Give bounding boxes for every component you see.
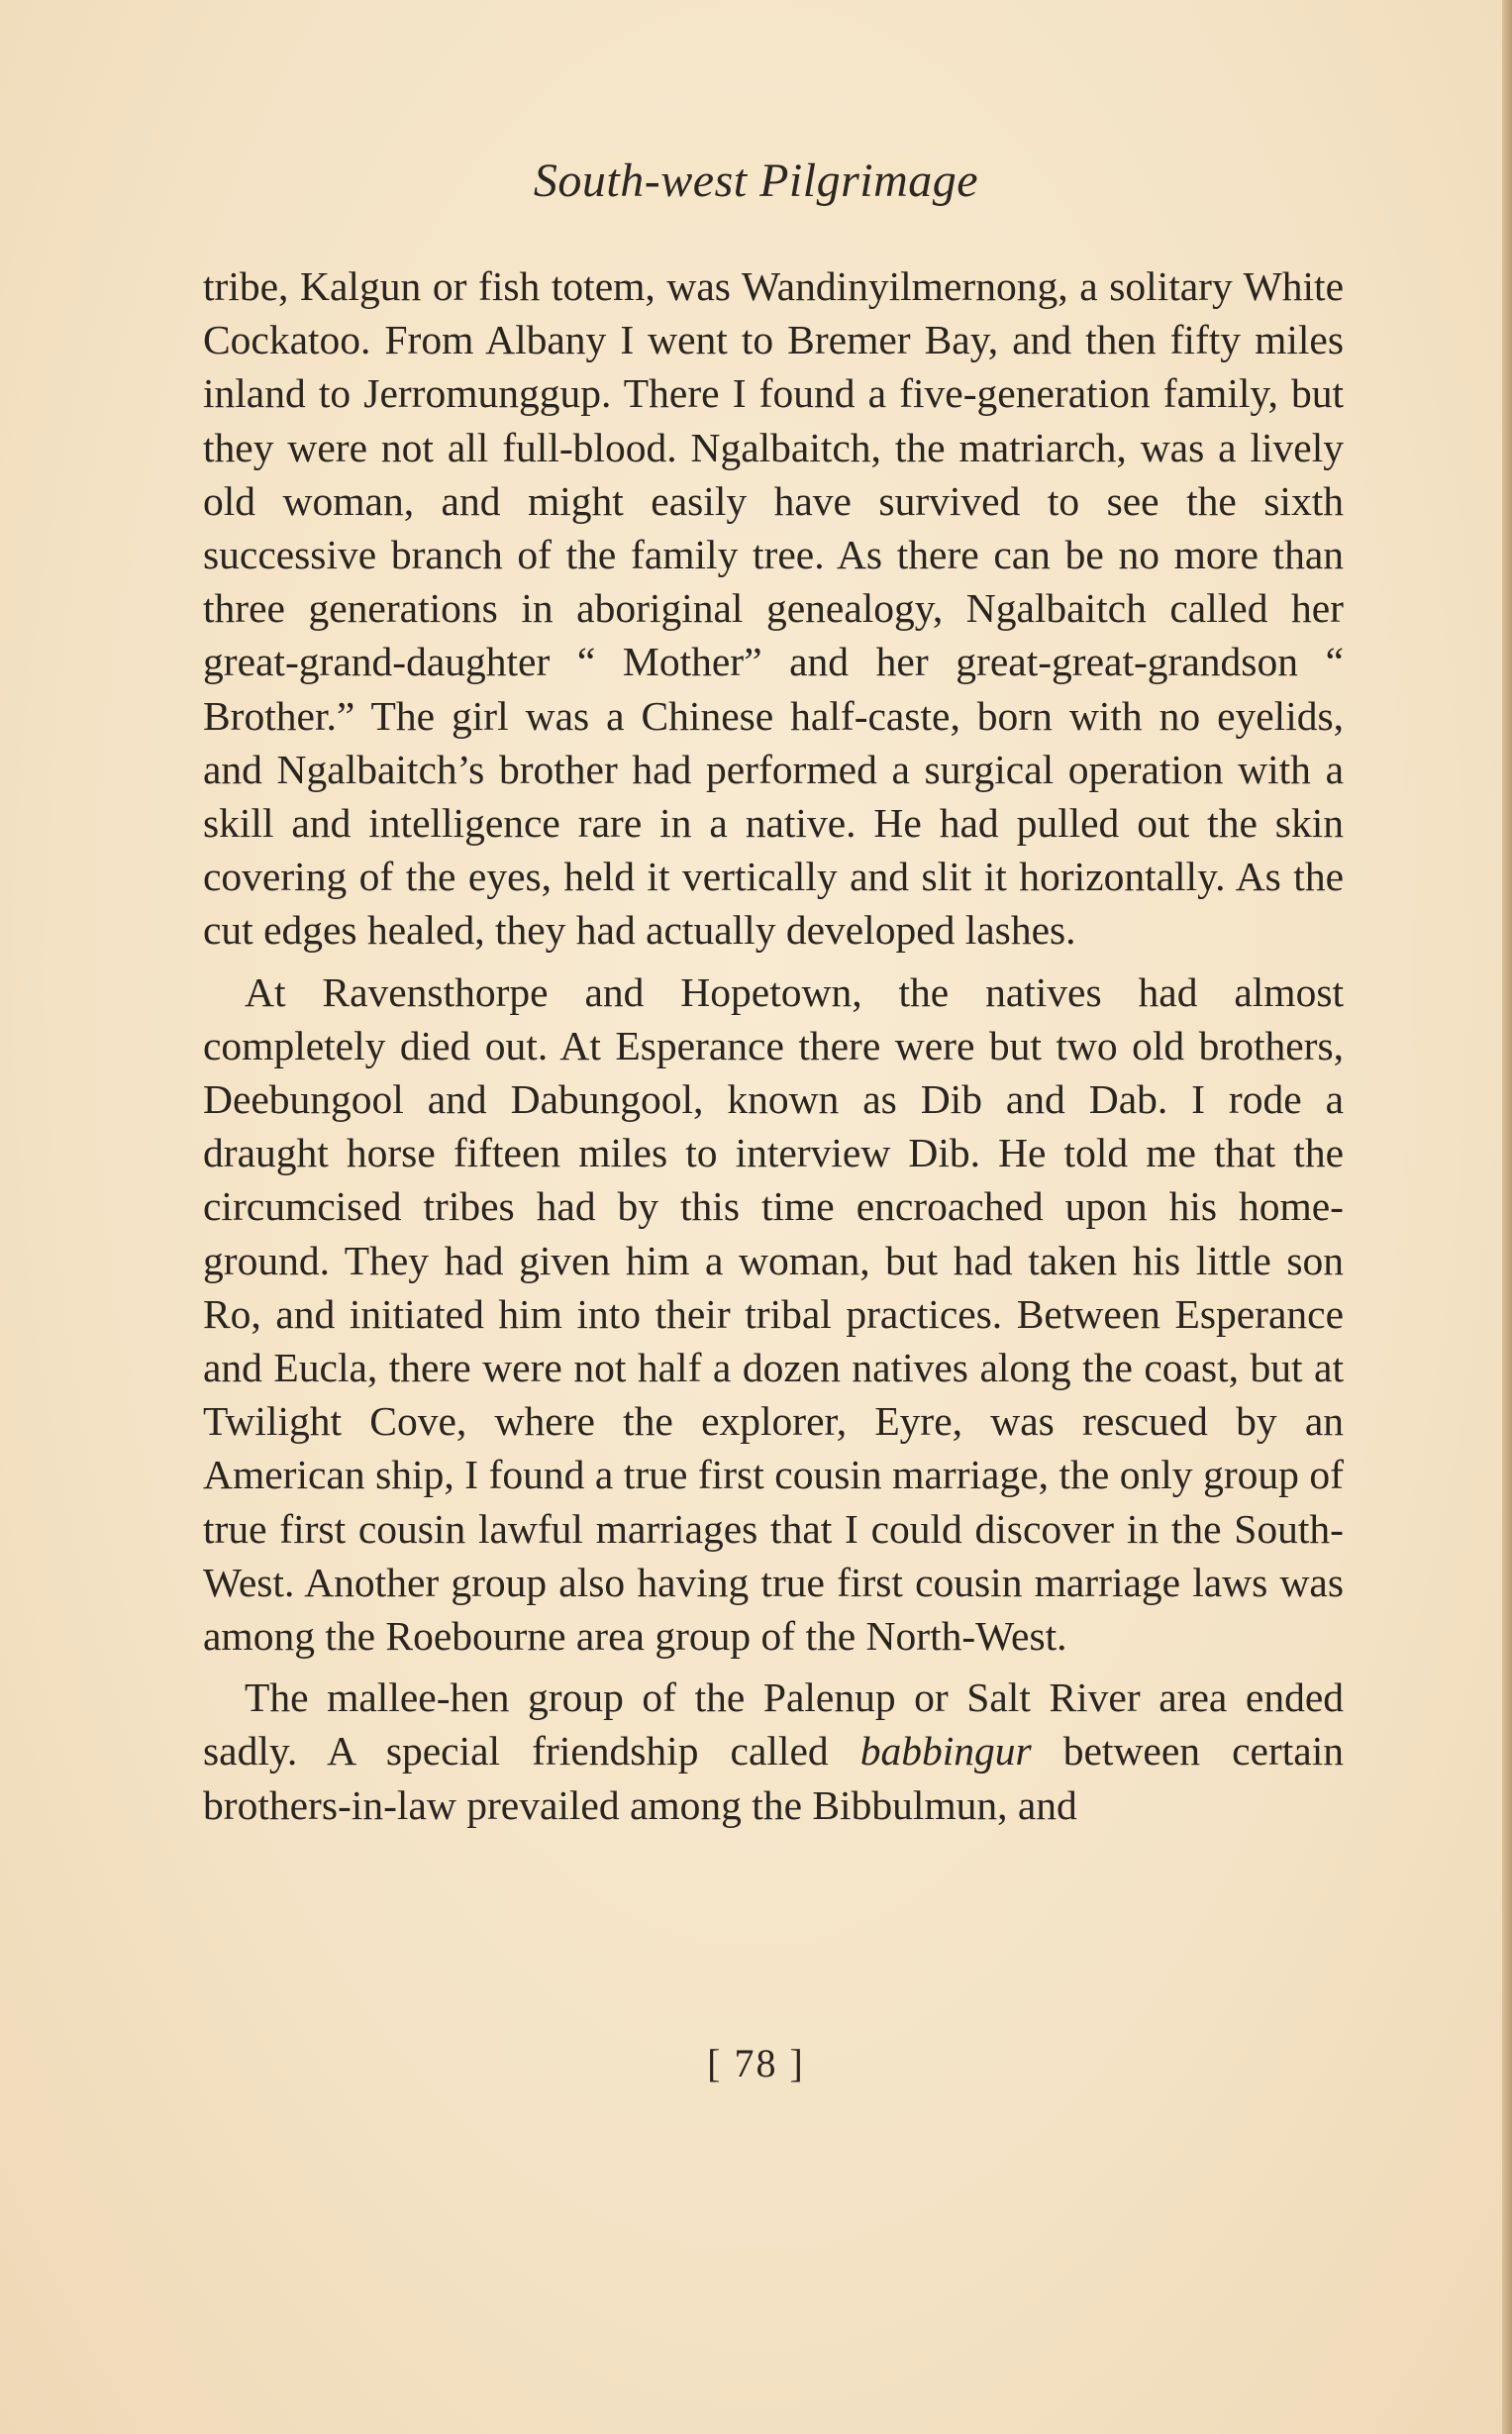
body-text	[203, 259, 1344, 1832]
paragraph-3	[203, 1671, 1344, 1832]
paragraph-3-end: between certain brothers-in-law prevailed among the Bibbulmun, and	[203, 1728, 1344, 1828]
page-number: [ 78 ]	[707, 2041, 805, 2085]
paragraph-2: At Ravensthorpe and Hopetown, the natives had almost completely died out. At Esperance there were but two old brothers, Deebungool and Dabungool, known as Dib and Dab. I rode a draught horse fifteen miles to interview Dib. He told me that the circumcised tribes had by this time encroached upon his home-ground. They had given him a woman, but had taken his little son Ro, and initiated him into their tribal practices. Between Esperance and Eucla, there were not half a dozen natives along the coast, but at Twilight Cove, where the explorer, Eyre, was rescued by an American ship, I found a true first cousin marriage, the only group of true first cousin lawful marriages that I could discover in the South-West. Another group also having true first cousin marriage laws was among the Roebourne area group of the North-West.	[203, 968, 1344, 1660]
running-title: South-west Pilgrimage	[533, 154, 979, 207]
italic-term-babbingur: babbingur	[859, 1728, 1032, 1775]
paragraph-3-start: The mallee-hen group of the Palenup or Salt River area ended sadly. A special friendship called	[203, 1674, 1344, 1775]
paragraph-1: tribe, Kalgun or fish totem, was Wandinyilmernong, a solitary White Cockatoo. From Albany I went to Bremer Bay, and then fifty miles inland to Jerromunggup. There I found a five-generation family, but they were not all full-blood. Ngalbaitch, the matriarch, was a lively old woman, and might easily have survived to see the sixth successive branch of the family tree. As there can be no more than three generations in aboriginal genealogy, Ngalbaitch called her great-grand-daughter “ Mother” and her great-great-grandson “ Brother.” The girl was a Chinese half-caste, born with no eyelids, and Ngalbaitch’s brother had performed a surgical operation with a skill and intelligence rare in a native. He had pulled out the skin covering of the eyes, held it vertically and slit it horizontally. As the cut edges healed, they had actually developed lashes.	[203, 263, 1344, 954]
